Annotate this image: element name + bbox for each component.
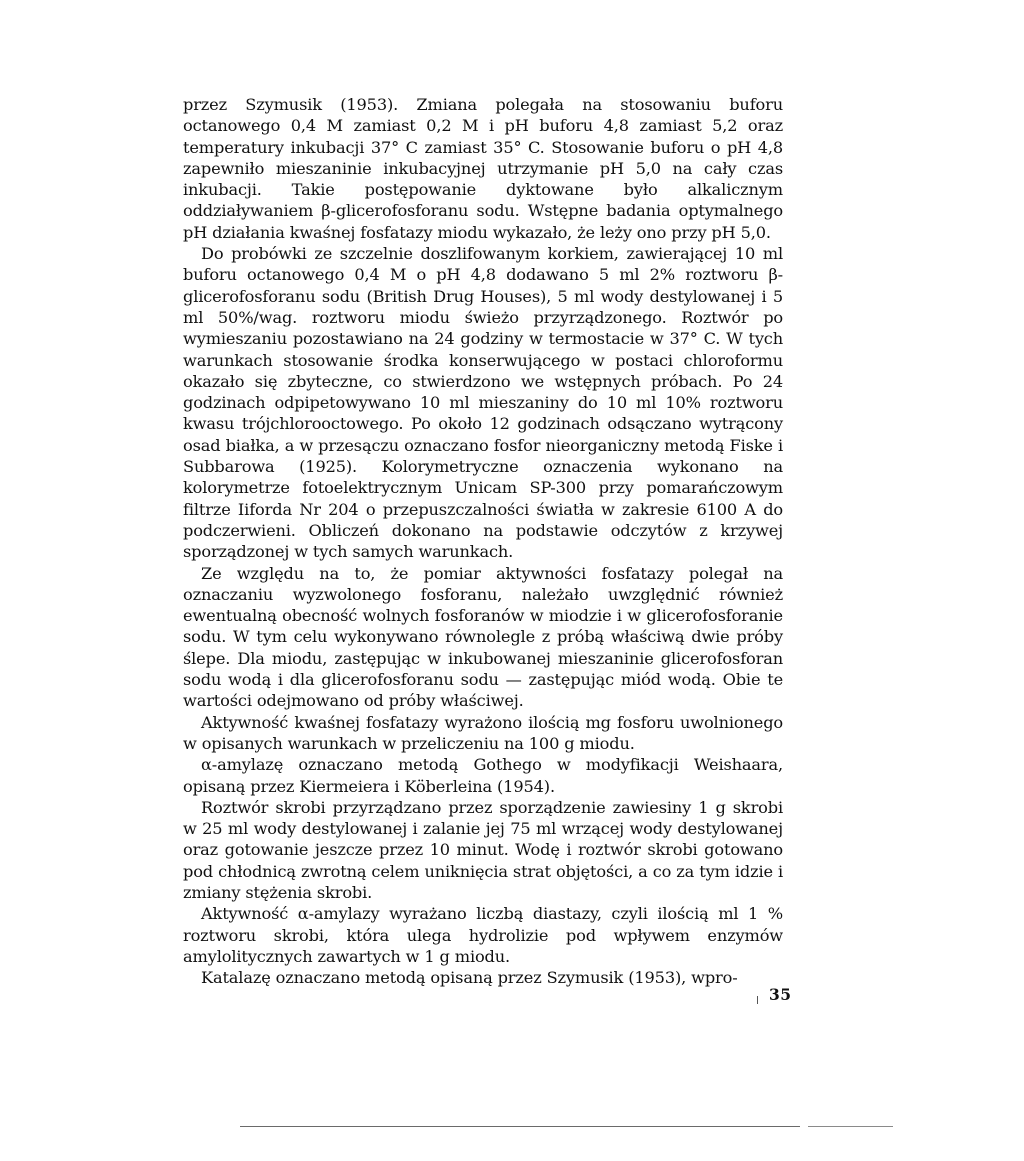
paragraph-buffer-modification: przez Szymusik (1953). Zmiana polegała na stosowaniu buforu octanowego 0,4 M zamiast 0,2 M i pH buforu 4,8 zamiast 5,2 oraz temperatury inkubacji 37° C zamiast 35° C. Stosowanie buforu o pH 4,8 zapewniło mieszaninie inkubacyjnej utrzymanie pH 5,0 na cały czas inkubacji. Takie postępowanie dyktowane było alkalicznym oddziaływaniem β-glicerofosforanu sodu. Wstępne badania optymalnego pH działania kwaśnej fosfatazy miodu wykazało, że leży ono przy pH 5,0. [183, 95, 783, 242]
paragraph-phosphatase-activity: Aktywność kwaśnej fosfatazy wyrażono ilością mg fosforu uwolnionego w opisanych warunkach w przeliczeniu na 100 g miodu. [183, 712, 783, 753]
paragraph-procedure: Do probówki ze szczelnie doszlifowanym korkiem, zawierającej 10 ml buforu octanowego 0,4 M o pH 4,8 dodawano 5 ml 2% roztworu β-glicerofosforanu sodu (British Drug Houses), 5 ml wody destylowanej i 5 ml 50%/wag. roztworu miodu świeżo przyrządzonego. Roztwór po wymieszaniu pozostawiano na 24 godziny w termostacie w 37° C. W tych warunkach stosowanie środka konserwującego w postaci chloroformu okazało się zbyteczne, co stwierdzono we wstępnych próbach. Po 24 godzinach odpipetowywano 10 ml mieszaniny do 10 ml 10% roztworu kwasu trójchlorooctowego. Po około 12 godzinach odsączano wytrącony osad białka, a w przesączu oznaczano fosfor nieorganiczny metodą Fiske i Subbarowa (1925). Kolorymetryczne oznaczenia wykonano na kolorymetrze fotoelektrycznym Unicam SP-300 przy pomarańczowym filtrze Iiforda Nr 204 o przepuszczalności światła w zakresie 6100 A do podczerwieni. Obliczeń dokonano na podstawie odczytów z krzywej sporządzonej w tych samych warunkach. [183, 244, 783, 562]
page-content [183, 94, 783, 1094]
page-number: 35 [769, 985, 792, 1004]
bottom-scan-line [240, 1126, 800, 1127]
paragraph-blank-samples: Ze względu na to, że pomiar aktywności fosfatazy polegał na oznaczaniu wyzwolonego fosforanu, należało uwzględnić również ewentualną obecność wolnych fosforanów w miodzie i w glicerofosforanie sodu. W tym celu wykonywano równolegle z próbą właściwą dwie próby ślepe. Dla miodu, zastępując w inkubowanej mieszaninie glicerofosforan sodu wodą i dla glicerofosforanu sodu — zastępując miód wodą. Obie te wartości odejmowano od próby właściwej. [183, 563, 783, 711]
paragraph-diastase-number: Aktywność α-amylazy wyrażano liczbą diastazy, czyli ilością ml 1 % roztworu skrobi, która ulega hydrolizie pod wpływem enzymów amylolitycznych zawartych w 1 g miodu. [183, 904, 783, 966]
page-number-mark [757, 996, 758, 1004]
paragraph-amylase-method: α-amylazę oznaczano metodą Gothego w modyfikacji Weishaara, opisaną przez Kiermeiera i Köberleina (1954). [183, 755, 783, 796]
paragraph-starch-solution: Roztwór skrobi przyrządzano przez sporządzenie zawiesiny 1 g skrobi w 25 ml wody destylowanej i zalanie jej 75 ml wrzącej wody destylowanej oraz gotowanie jeszcze przez 10 minut. Wodę i roztwór skrobi gotowano pod chłodnicą zwrotną celem uniknięcia strat objętości, a co za tym idzie i zmiany stężenia skrobi. [183, 797, 783, 902]
bottom-scan-line-right [808, 1126, 893, 1127]
paragraph-catalase: Katalazę oznaczano metodą opisaną przez Szymusik (1953), wpro- [201, 968, 738, 988]
article-text [183, 94, 783, 988]
